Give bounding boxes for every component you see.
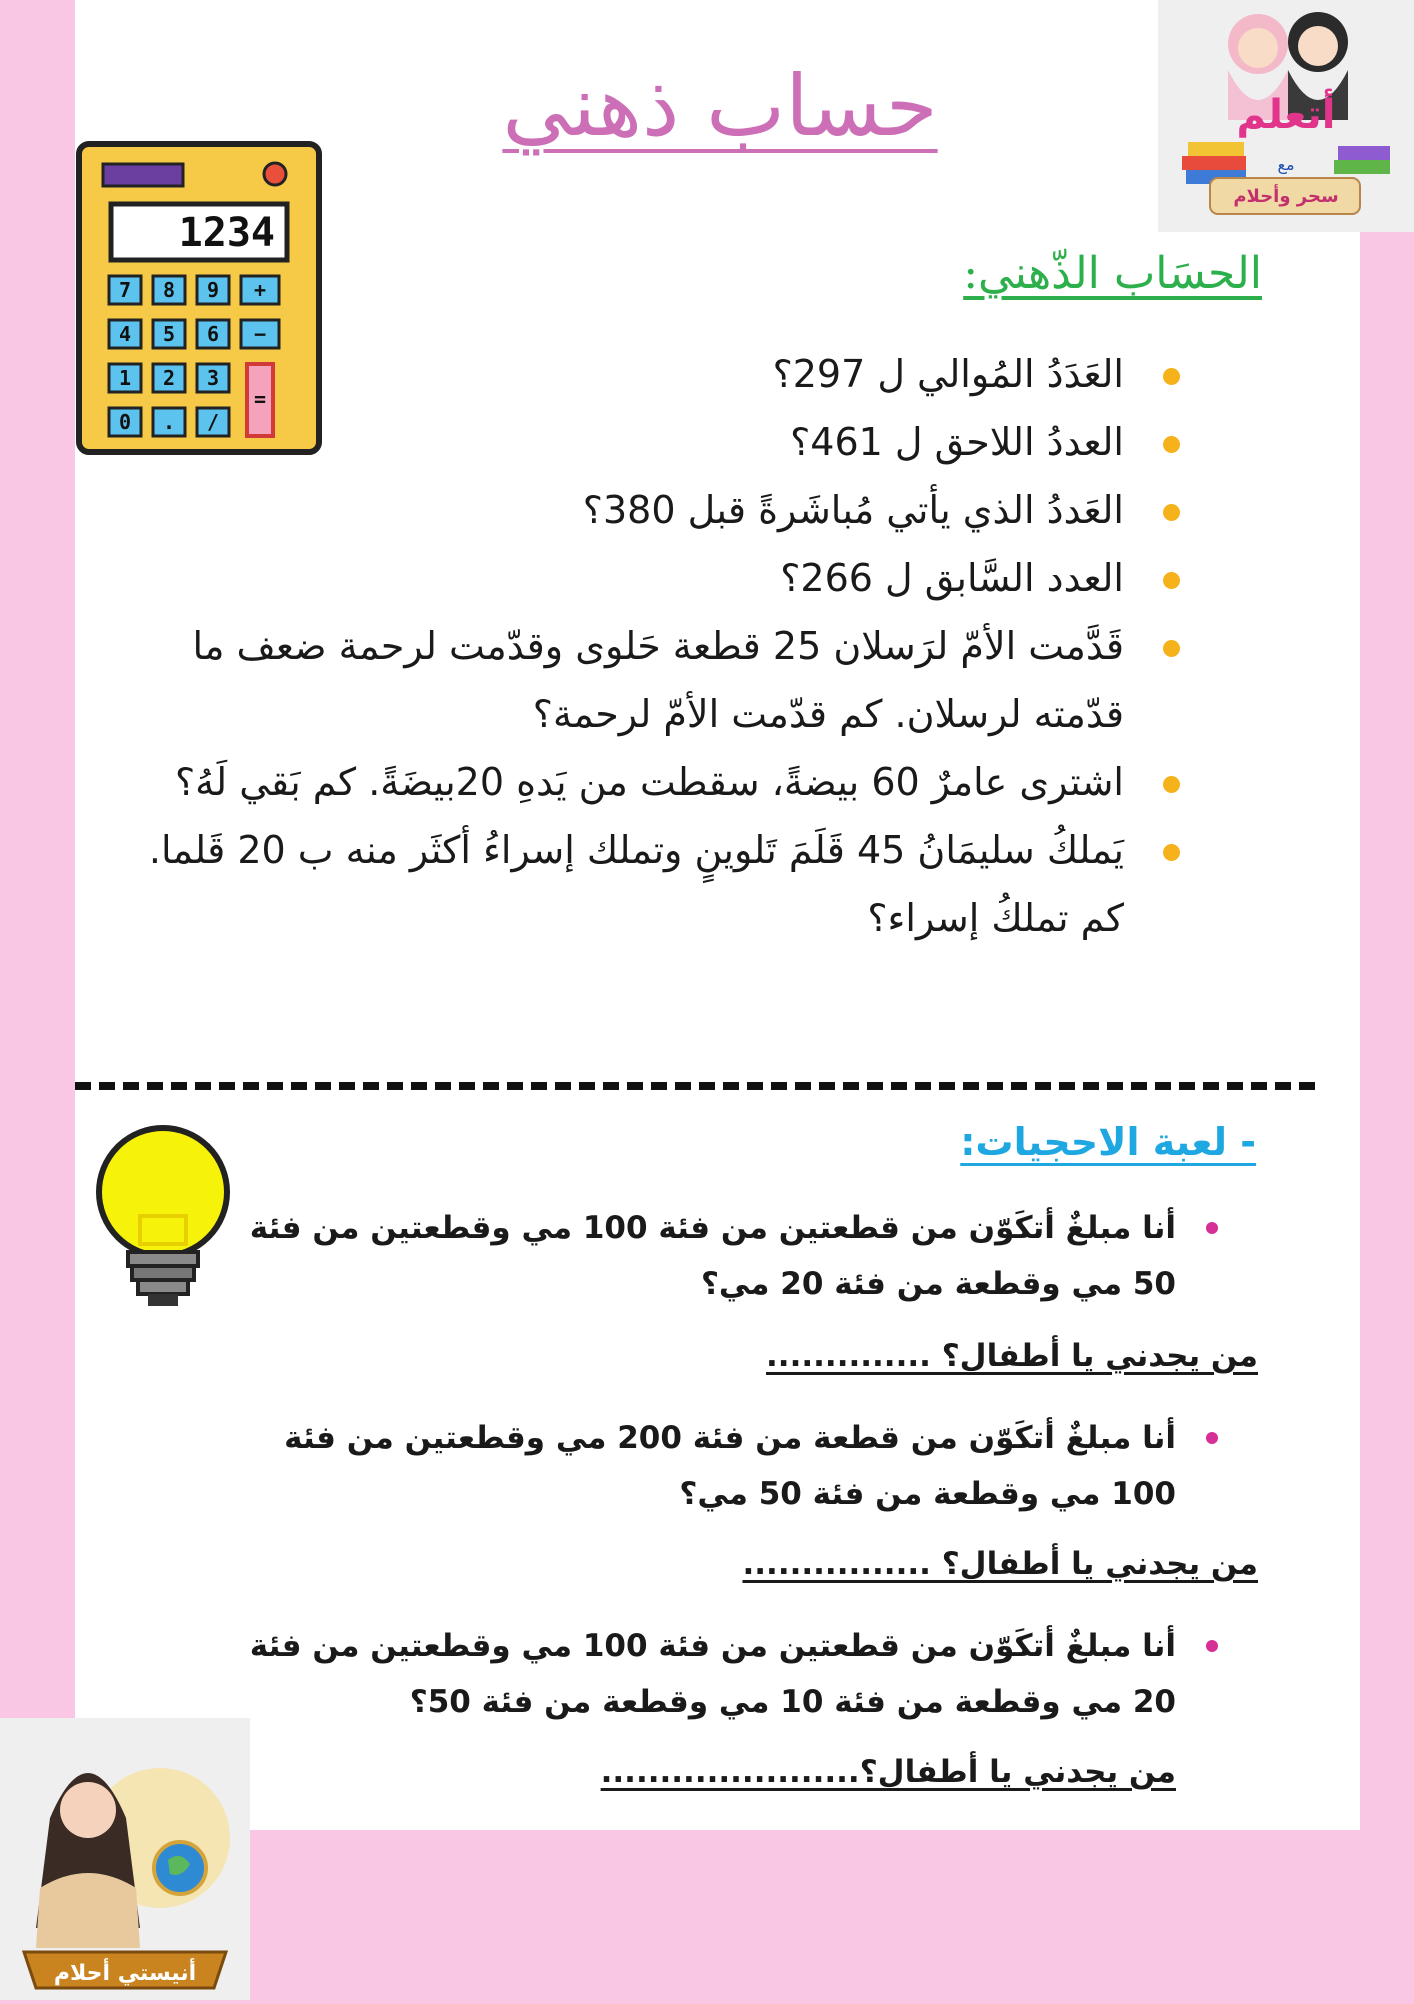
calc-key-4: 4 [118,322,132,346]
bullet-icon [1163,844,1180,861]
calc-key-7: 7 [118,278,132,302]
calculator-display: 1234 [178,210,275,256]
teacher-illustration [0,1718,250,2000]
dashed-divider [75,1082,1315,1090]
list-item [216,1410,1176,1522]
riddle-3 [216,1618,1176,1730]
page-title: حساب ذهني [502,57,938,155]
bullet-icon [1163,368,1180,385]
riddle-1 [216,1200,1176,1312]
list-item [124,816,1124,952]
list-item [124,544,1124,612]
calc-key-1: 1 [118,366,132,390]
calc-key-9: 9 [206,278,220,302]
calc-key-dot: . [162,410,176,434]
bullet-icon [1163,572,1180,589]
riddle-text: أنا مبلغٌ أتكَوّن من قطعتين من فئة 100 مي وقطعتين من فئة 20 مي وقطعة من فئة 10 مي وقطعة من فئة 50؟ [249,1628,1176,1720]
mental-math-heading: الحسَاب الذّهني: [963,248,1262,299]
question-text: العدد السَّابق ل 266؟ [780,556,1124,600]
list-item [124,612,1124,748]
riddle-2 [216,1410,1176,1522]
riddle-answer-prompt: من يجدني يا أطفال؟...................... [600,1754,1176,1790]
mental-math-questions [124,340,1124,952]
brand-logo [1158,0,1414,232]
question-text: يَملكُ سليمَانُ 45 قَلَمَ تَلوينٍ وتملك إسراءُ أكثَر منه ب 20 قَلما. كم تملكُ إسراء؟ [148,828,1124,940]
question-text: العَددُ الذي يأتي مُباشَرةً قبل 380؟ [582,488,1124,532]
teacher-badge-text: أنيستي أحلام [53,1961,197,1986]
calc-key-2: 2 [162,366,176,390]
teacher-avatar [0,1718,250,2000]
bullet-icon [1163,776,1180,793]
bullet-icon [1206,1640,1218,1652]
calc-key-3: 3 [206,366,220,390]
list-item [124,408,1124,476]
riddles-heading: - لعبة الاحجيات: [960,1120,1256,1164]
lightbulb-icon [90,1124,236,1314]
list-item [124,748,1124,816]
riddle-text: أنا مبلغٌ أتكَوّن من قطعتين من فئة 100 مي وقطعتين من فئة 50 مي وقطعة من فئة 20 مي؟ [249,1210,1176,1302]
riddle-answer-prompt: من يجدني يا أطفال؟ .............. [766,1338,1258,1374]
question-text: قَدَّمت الأمّ لرَسلان 25 قطعة حَلوى وقدّمت لرحمة ضعف ما قدّمته لرسلان. كم قدّمت الأمّ لرحمة؟ [192,624,1124,736]
calc-key-divide: / [206,410,220,434]
brand-sub-text: سحر وأحلام [1233,186,1339,207]
bullet-icon [1163,504,1180,521]
question-text: العددُ اللاحق ل 461؟ [790,420,1124,464]
brand-logo-illustration [1158,0,1414,232]
riddle-text: أنا مبلغٌ أتكَوّن من قطعة من فئة 200 مي وقطعتين من فئة 100 مي وقطعة من فئة 50 مي؟ [284,1420,1176,1512]
calc-key-equals: = [253,387,267,411]
brand-main-text: أتعلم [1236,92,1336,138]
list-item [124,476,1124,544]
bullet-icon [1163,436,1180,453]
bullet-icon [1163,640,1180,657]
calc-key-6: 6 [206,322,220,346]
bullet-icon [1206,1432,1218,1444]
riddle-answer-prompt: من يجدني يا أطفال؟ ................ [742,1546,1258,1582]
list-item [124,340,1124,408]
calc-key-8: 8 [162,278,176,302]
question-text: العَدَدُ المُوالي ل 297؟ [772,352,1124,396]
list-item [216,1618,1176,1730]
calc-key-0: 0 [118,410,132,434]
calc-key-plus: + [253,278,267,302]
calc-key-minus: − [253,322,267,346]
bullet-icon [1206,1222,1218,1234]
brand-with-text: مع [1277,155,1295,174]
calc-key-5: 5 [162,322,176,346]
list-item [216,1200,1176,1312]
question-text: اشترى عامرٌ 60 بيضةً، سقطت من يَدهِ 20بيضَةً. كم بَقي لَهُ؟ [175,760,1124,804]
